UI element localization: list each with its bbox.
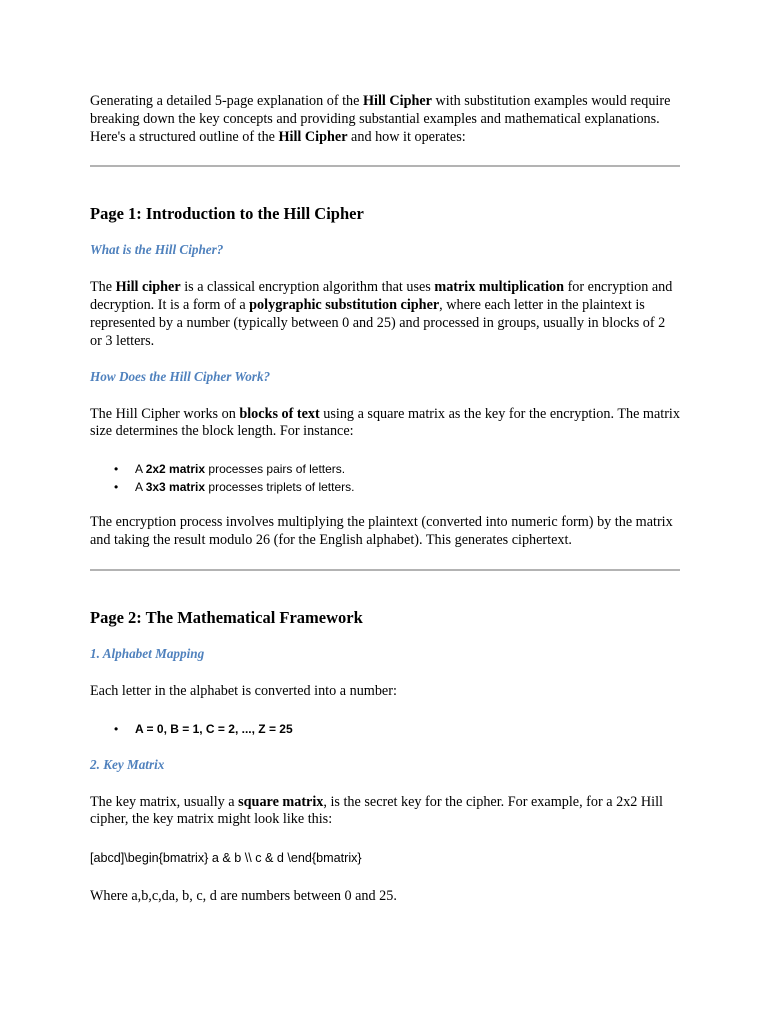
paragraph-bold: blocks of text	[239, 405, 320, 422]
alphabet-mapping-list	[90, 720, 680, 738]
intro-text: with substitution examples would require breaking down the key concepts and providing substantial examples and mathematical explanations. Here's a structured outline of the	[90, 93, 671, 145]
horizontal-rule	[90, 165, 680, 167]
intro-bold: Hill Cipher	[278, 128, 348, 145]
page2-subheading-mapping: 1. Alphabet Mapping	[90, 645, 205, 661]
list-item	[114, 478, 680, 496]
page1-heading: Page 1: Introduction to the Hill Cipher	[90, 204, 364, 224]
list-item-bold: A = 0, B = 1, C = 2, ..., Z = 25	[135, 721, 293, 736]
document-body	[90, 93, 680, 906]
paragraph-text: The	[90, 279, 116, 296]
page2-subheading-key: 2. Key Matrix	[90, 756, 165, 772]
intro-paragraph	[90, 93, 680, 146]
list-item	[114, 720, 680, 738]
page2-paragraph-range: Where a,b,c,da, b, c, d are numbers between 0 and 25.	[90, 888, 397, 905]
paragraph-text: for encryption and decryption. It is a form of a	[90, 279, 673, 314]
page1-subheading-how: How Does the Hill Cipher Work?	[90, 368, 271, 384]
horizontal-rule	[90, 569, 680, 571]
page1-paragraph-process: The encryption process involves multiplying the plaintext (converted into numeric form) by the matrix and taking the result modulo 26 (for the English alphabet). This generates ciphertext.	[90, 514, 673, 548]
page2-paragraph-mapping: Each letter in the alphabet is converted into a number:	[90, 682, 397, 699]
matrix-size-list	[90, 460, 680, 496]
list-item-bold: 3x3 matrix	[145, 480, 206, 495]
list-item	[114, 460, 680, 478]
paragraph-bold: Hill cipher	[115, 279, 181, 296]
page1-paragraph-definition	[90, 279, 680, 350]
list-item-text: A	[135, 462, 146, 477]
list-item-text: processes triplets of letters.	[205, 480, 355, 495]
page1-paragraph-blocks	[90, 406, 680, 442]
page1-subheading-what: What is the Hill Cipher?	[90, 242, 224, 258]
list-item-text: A	[135, 480, 146, 495]
paragraph-bold: square matrix	[238, 793, 324, 810]
bullet-icon: •	[114, 721, 119, 736]
list-item-text: processes pairs of letters.	[205, 462, 346, 477]
paragraph-text: The key matrix, usually a	[90, 793, 239, 810]
page2-paragraph-key	[90, 794, 680, 830]
page2-heading: Page 2: The Mathematical Framework	[90, 607, 363, 627]
paragraph-text: , is the secret key for the cipher. For example, for a 2x2 Hill cipher, the key matrix might look like this:	[90, 793, 663, 828]
paragraph-bold: polygraphic substitution cipher	[249, 297, 440, 314]
paragraph-bold: matrix multiplication	[434, 279, 565, 296]
paragraph-text: using a square matrix as the key for the encryption. The matrix size determines the block length. For instance:	[90, 405, 680, 440]
list-item-bold: 2x2 matrix	[145, 462, 206, 477]
intro-text: and how it operates:	[347, 128, 466, 145]
paragraph-text: is a classical encryption algorithm that uses	[180, 279, 435, 296]
intro-bold: Hill Cipher	[363, 93, 432, 109]
paragraph-text: The Hill Cipher works on	[90, 405, 240, 422]
paragraph-text: , where each letter in the plaintext is represented by a number (typically between 0 and 25) and processed in groups, usually in blocks of 2 or 3 letters.	[90, 297, 666, 349]
bullet-icon: •	[114, 462, 119, 477]
bullet-icon: •	[114, 480, 119, 495]
key-matrix-latex: [abcd]\begin{bmatrix} a & b \\ c & d \end{bmatrix}	[90, 851, 362, 866]
intro-text: Generating a detailed 5-page explanation of the	[90, 93, 363, 109]
